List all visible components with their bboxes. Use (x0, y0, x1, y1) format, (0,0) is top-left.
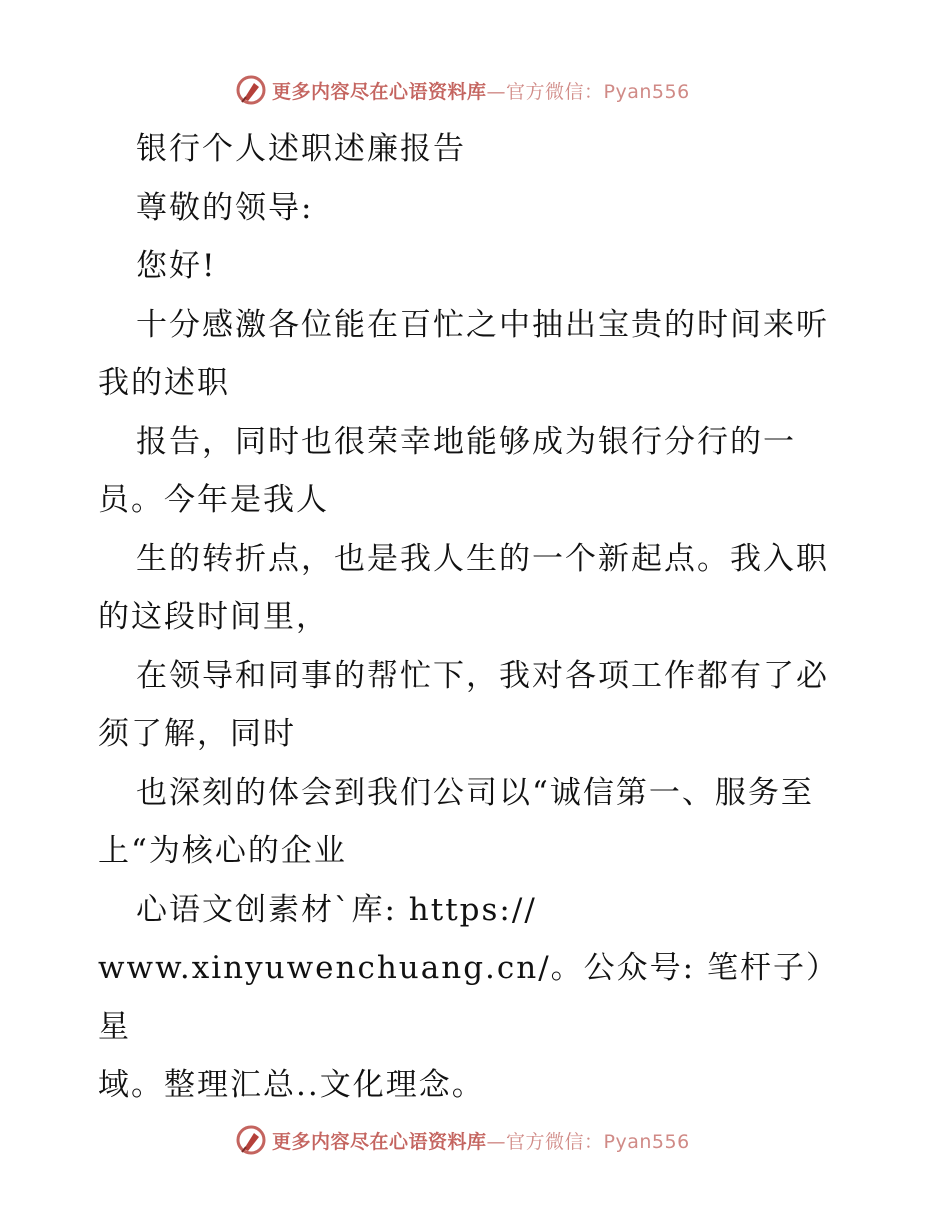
banner-sub-text: —官方微信：Pyan556 (486, 1130, 690, 1153)
greeting: 您好! (136, 248, 217, 284)
pen-nib-logo-icon (234, 1123, 268, 1157)
text-line: 员。今年是我人 (98, 482, 329, 518)
pen-nib-logo-icon (234, 73, 268, 107)
text-line: 在领导和同事的帮忙下，我对各项工作都有了必 (136, 657, 829, 694)
text-line: 我的述职 (98, 365, 230, 401)
header-watermark-banner (234, 72, 690, 108)
text-line: 十分感激各位能在百忙之中抽出宝贵的时间来听 (136, 306, 829, 343)
banner-main-text: 更多内容尽在心语资料库 (272, 1130, 487, 1153)
text-line: 生的转折点，也是我人生的一个新起点。我入职 (136, 540, 829, 577)
footer-watermark-banner (234, 1122, 690, 1158)
document-body (98, 120, 858, 1115)
text-line: 也深刻的体会到我们公司以“诚信第一、服务至 (136, 774, 814, 811)
text-line: 域。整理汇总..文化理念。 (98, 1067, 485, 1103)
text-line: 心语文创素材`库: https:// (136, 891, 537, 928)
salutation: 尊敬的领导: (136, 189, 314, 226)
banner-sub-text: —官方微信：Pyan556 (486, 80, 690, 103)
banner-main-text: 更多内容尽在心语资料库 (272, 80, 487, 103)
document-title: 银行个人述职述廉报告 (136, 131, 466, 167)
text-line: 的这段时间里， (98, 599, 329, 635)
text-line: 须了解，同时 (98, 716, 296, 752)
text-line: www.xinyuwenchuang.cn/。公众号: 笔杆子）星 (98, 950, 839, 1045)
text-line: 上“为核心的企业 (98, 833, 347, 869)
text-line: 报告，同时也很荣幸地能够成为银行分行的一 (136, 423, 796, 460)
